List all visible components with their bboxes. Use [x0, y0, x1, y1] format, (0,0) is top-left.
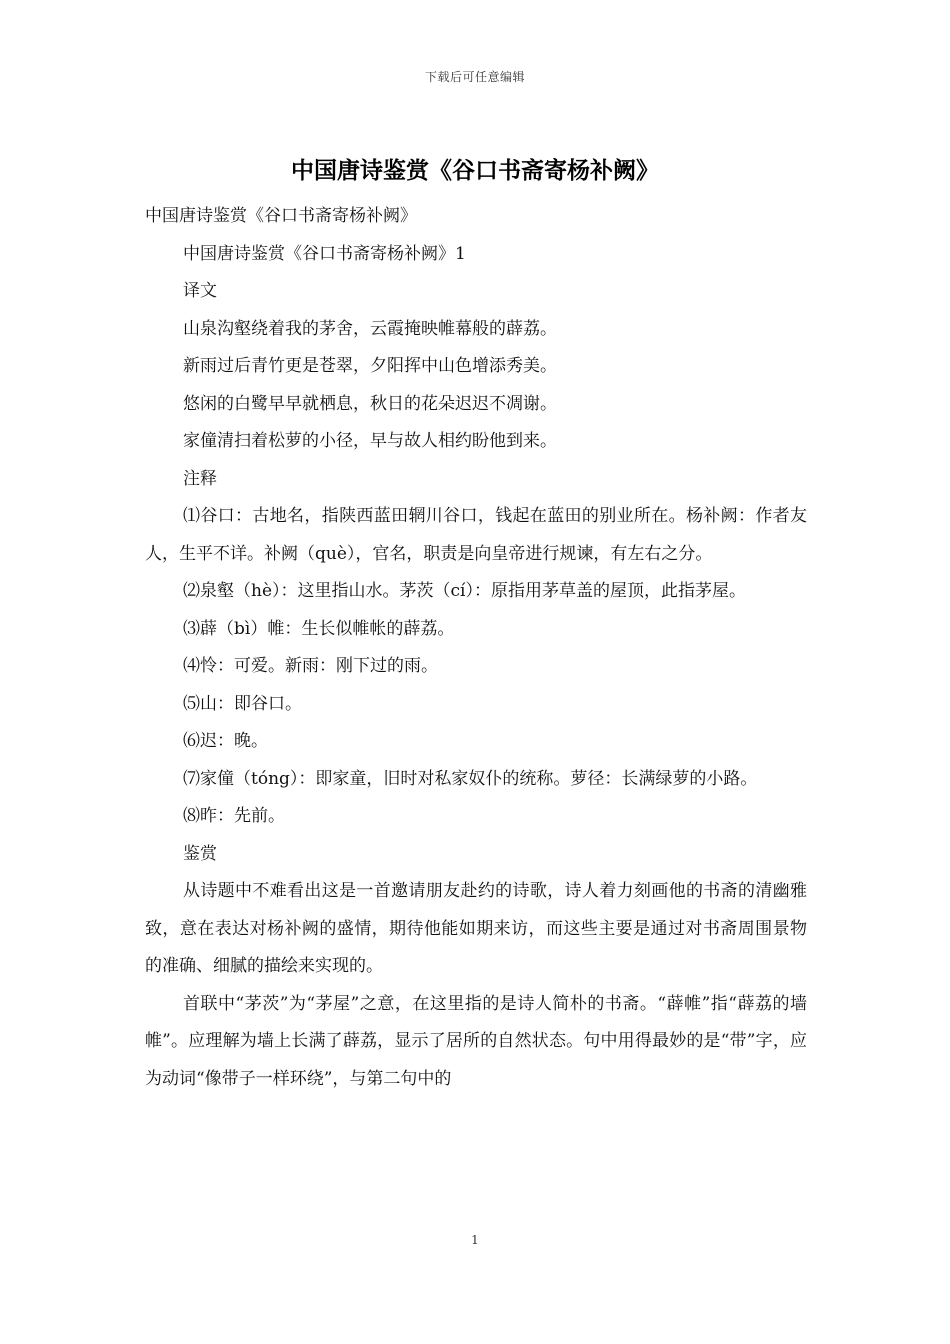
appreciation-paragraph: 从诗题中不难看出这是一首邀请朋友赴约的诗歌，诗人着力刻画他的书斋的清幽雅致，意在表达对杨补阙的盛情，期待他能如期来访，而这些主要是通过对书斋周围景物的准确、细腻的描绘来实现的。	[145, 881, 807, 976]
translation-line: 悠闲的白鹭早早就栖息，秋日的花朵迟迟不凋谢。	[183, 393, 557, 414]
note-item: ⑷怜：可爱。新雨：刚下过的雨。	[183, 656, 438, 676]
document-title: 中国唐诗鉴赏《谷口书斋寄杨补阙》	[291, 157, 659, 184]
page-number: 1	[471, 1233, 479, 1247]
page-header: 下载后可任意编辑	[424, 70, 525, 84]
translation-line: 家僮清扫着松萝的小径，早与故人相约盼他到来。	[183, 431, 557, 451]
document-body	[145, 198, 807, 1098]
section-heading-appreciation: 鉴赏	[183, 843, 217, 864]
note-item: ⑴谷口：古地名，指陕西蓝田辋川谷口，钱起在蓝田的别业所在。杨补阙：作者友人，生平不详。补阙（què），官名，职责是向皇帝进行规谏，有左右之分。	[145, 506, 807, 564]
note-item: ⑹迟：晚。	[183, 731, 268, 751]
translation-line: 山泉沟壑绕着我的茅舍，云霞掩映帷幕般的薜荔。	[183, 318, 557, 339]
section-heading-notes: 注释	[183, 468, 217, 489]
body-paragraph: 中国唐诗鉴赏《谷口书斋寄杨补阙》	[145, 206, 417, 226]
note-item: ⑻昨：先前。	[183, 806, 285, 826]
note-item: ⑺家僮（tóng）：即家童，旧时对私家奴仆的统称。萝径：长满绿萝的小路。	[183, 768, 758, 789]
appreciation-paragraph: 首联中“茅茨”为“茅屋”之意，在这里指的是诗人简朴的书斋。“薜帷”指“薜荔的墙帷”。应理解为墙上长满了薜荔，显示了居所的自然状态。句中用得最妙的是“带”字，应为动词“像带子一样环绕”，与第二句中的	[145, 993, 807, 1089]
note-item: ⑶薜（bì）帷：生长似帷帐的薜荔。	[183, 618, 455, 639]
note-item: ⑸山：即谷口。	[183, 693, 302, 714]
translation-line: 新雨过后青竹更是苍翠，夕阳挥中山色增添秀美。	[183, 356, 557, 376]
section-heading-translation: 译文	[183, 281, 217, 301]
note-item: ⑵泉壑（hè）：这里指山水。茅茨（cí）：原指用茅草盖的屋顶，此指茅屋。	[183, 581, 746, 601]
body-paragraph: 中国唐诗鉴赏《谷口书斋寄杨补阙》1	[183, 243, 466, 264]
